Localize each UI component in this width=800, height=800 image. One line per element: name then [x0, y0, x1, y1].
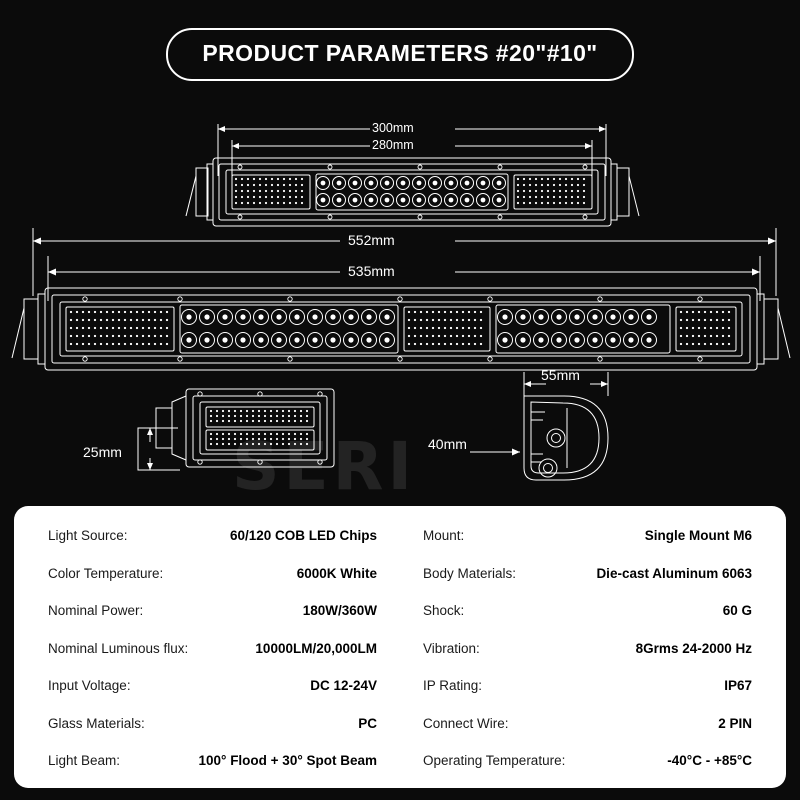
spec-value: PC [358, 715, 377, 731]
spec-value: 8Grms 24-2000 Hz [635, 640, 752, 656]
spec-value: 2 PIN [718, 715, 752, 731]
dim-label-300mm: 300mm [372, 121, 414, 135]
spec-key: Mount: [423, 528, 465, 543]
specs-left-column [48, 522, 377, 778]
spec-row-vibration [423, 641, 752, 656]
spec-row-connect-wire [423, 716, 752, 731]
spec-row-ip-rating [423, 678, 752, 693]
spec-row-light-beam [48, 753, 377, 768]
spec-key: Vibration: [423, 640, 480, 656]
large-bar-reflectors [182, 310, 657, 348]
spec-key: Input Voltage: [48, 678, 131, 693]
spec-value: 60/120 COB LED Chips [229, 528, 377, 543]
spec-row-input-voltage [48, 678, 377, 693]
large-light-bar [12, 288, 790, 370]
dim-label-40mm: 40mm [428, 436, 467, 452]
small-bar-reflectors [317, 177, 506, 207]
spec-value: IP67 [724, 678, 752, 693]
spec-key: Glass Materials: [48, 715, 145, 731]
small-bar-cob-dots [235, 178, 585, 204]
spec-value: -40°C - +85°C [667, 753, 752, 768]
spec-key: IP Rating: [423, 678, 483, 693]
dim-552mm [33, 228, 776, 296]
spec-value: 180W/360W [302, 603, 377, 618]
spec-value: DC 12-24V [310, 678, 377, 693]
spec-row-mount [423, 528, 752, 543]
spec-key: Operating Temperature: [423, 753, 566, 768]
spec-row-nominal-luminous-flux [48, 641, 377, 656]
specifications-panel [14, 506, 786, 788]
dim-label-55mm: 55mm [541, 367, 580, 383]
spec-value: Single Mount M6 [644, 528, 752, 543]
spec-value: 60 G [722, 603, 752, 618]
spec-row-operating-temperature [423, 753, 752, 768]
specs-right-column [423, 522, 752, 778]
technical-drawing [0, 96, 800, 505]
spec-key: Nominal Power: [48, 603, 144, 618]
spec-value: 100° Flood + 30° Spot Beam [198, 753, 377, 768]
large-bar-screws [83, 297, 702, 361]
spec-key: Body Materials: [423, 565, 517, 581]
specifications-grid [14, 506, 786, 788]
title-container [0, 28, 800, 81]
dim-label-280mm: 280mm [372, 138, 414, 152]
spec-row-light-source [48, 528, 377, 543]
spec-key: Shock: [423, 603, 465, 618]
spec-value: 6000K White [296, 565, 377, 581]
page-title: PRODUCT PARAMETERS #20"#10" [166, 28, 633, 81]
spec-key: Nominal Luminous flux: [48, 640, 189, 656]
dim-535mm [48, 256, 760, 301]
spec-key: Color Temperature: [48, 565, 164, 581]
spec-row-glass-materials [48, 716, 377, 731]
watermark: SERI [232, 428, 416, 505]
spec-row-color-temperature [48, 566, 377, 581]
spec-value: 10000LM/20,000LM [255, 640, 377, 656]
spec-key: Connect Wire: [423, 715, 509, 731]
spec-row-body-materials [423, 566, 752, 581]
dim-label-535mm: 535mm [348, 263, 395, 279]
spec-value: Die-cast Aluminum 6063 [596, 565, 752, 581]
spec-row-shock [423, 603, 752, 618]
dim-label-552mm: 552mm [348, 232, 395, 248]
spec-row-nominal-power [48, 603, 377, 618]
spec-key: Light Source: [48, 528, 128, 543]
mount-bracket-view [524, 372, 608, 480]
dim-label-25mm: 25mm [83, 444, 122, 460]
spec-key: Light Beam: [48, 753, 121, 768]
dim-40mm [470, 449, 520, 456]
